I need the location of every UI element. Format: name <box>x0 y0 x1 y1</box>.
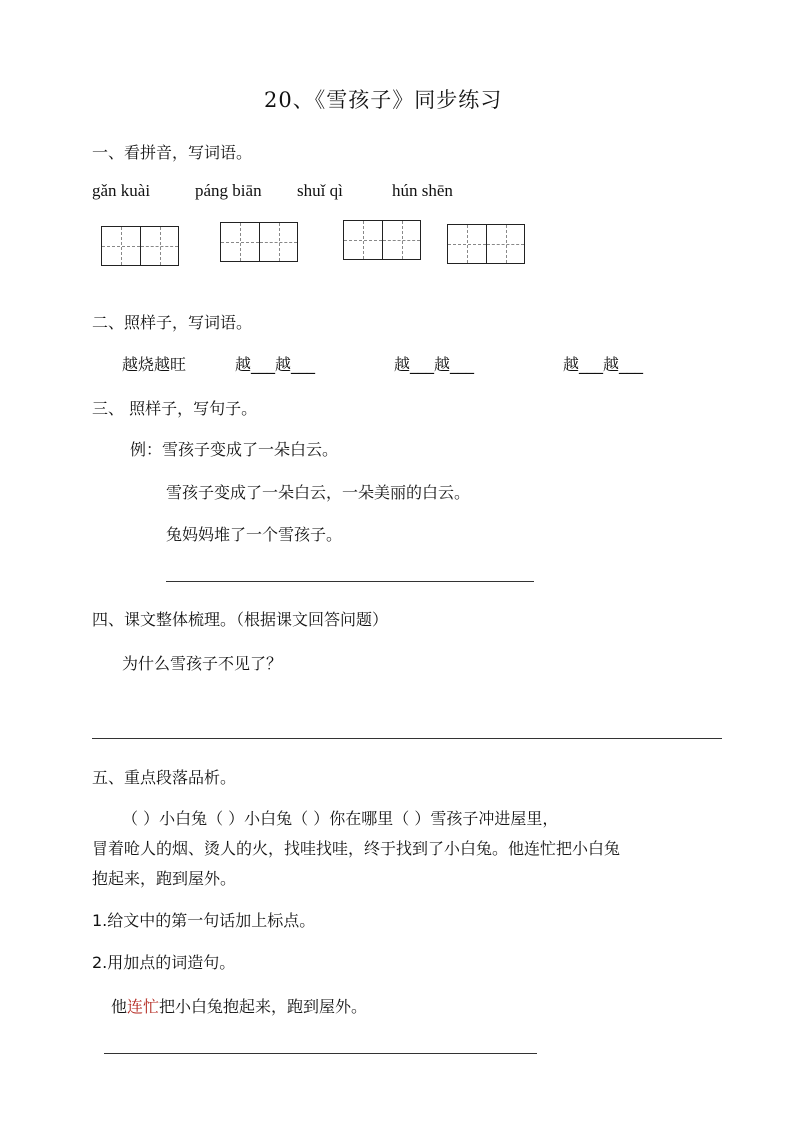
key-word: 连忙 <box>127 997 160 1016</box>
page-title: 20、《雪孩子》同步练习 <box>264 88 503 112</box>
blank-word-1[interactable]: 越___越___ <box>235 355 316 374</box>
grid-cell[interactable] <box>102 227 140 265</box>
blank-word-3[interactable]: 越___越___ <box>563 355 644 374</box>
grid-cell[interactable] <box>382 221 420 259</box>
prompt-sentence: 兔妈妈堆了一个雪孩子。 <box>166 525 343 544</box>
sentence-prefix: 他 <box>111 997 128 1016</box>
sentence-suffix: 把小白兔抱起来，跑到屋外。 <box>159 997 368 1016</box>
writing-grid-4[interactable] <box>447 224 525 264</box>
example-word: 越烧越旺 <box>122 355 187 374</box>
blank-word-2[interactable]: 越___越___ <box>394 355 475 374</box>
grid-cell[interactable] <box>259 223 297 261</box>
section2-heading: 二、照样子，写词语。 <box>92 313 253 332</box>
section1-heading: 一、看拼音，写词语。 <box>92 143 253 162</box>
question-1: 1.给文中的第一句话加上标点。 <box>92 911 316 930</box>
example-expanded: 雪孩子变成了一朵白云，一朵美丽的白云。 <box>166 483 471 502</box>
grid-cell[interactable] <box>221 223 259 261</box>
writing-grid-1[interactable] <box>101 226 179 266</box>
grid-cell[interactable] <box>486 225 524 263</box>
grid-cell[interactable] <box>448 225 486 263</box>
answer-line[interactable] <box>166 581 534 582</box>
pinyin-1: gǎn kuài <box>92 181 151 200</box>
question: 为什么雪孩子不见了？ <box>122 654 283 673</box>
writing-grid-2[interactable] <box>220 222 298 262</box>
answer-line[interactable] <box>92 738 722 739</box>
paragraph-line-3: 抱起来，跑到屋外。 <box>92 869 237 888</box>
writing-grid-3[interactable] <box>343 220 421 260</box>
section4-heading: 四、课文整体梳理。（根据课文回答问题） <box>92 610 389 629</box>
pinyin-3: shuǐ qì <box>297 181 343 200</box>
example-sentence-2 <box>111 994 367 1017</box>
example-sentence: 例：雪孩子变成了一朵白云。 <box>130 440 339 459</box>
pinyin-4: hún shēn <box>392 181 453 200</box>
section5-heading: 五、重点段落品析。 <box>92 768 237 787</box>
paragraph-line-2: 冒着呛人的烟、烫人的火，找哇找哇，终于找到了小白兔。他连忙把小白兔 <box>92 839 621 858</box>
grid-cell[interactable] <box>344 221 382 259</box>
question-2: 2.用加点的词造句。 <box>92 953 236 972</box>
answer-line[interactable] <box>104 1053 537 1054</box>
pinyin-2: páng biān <box>195 181 262 200</box>
paragraph-line-1: （ ）小白兔（ ）小白兔（ ）你在哪里（ ）雪孩子冲进屋里， <box>122 809 559 828</box>
grid-cell[interactable] <box>140 227 178 265</box>
section3-heading: 三、 照样子，写句子。 <box>92 399 258 418</box>
